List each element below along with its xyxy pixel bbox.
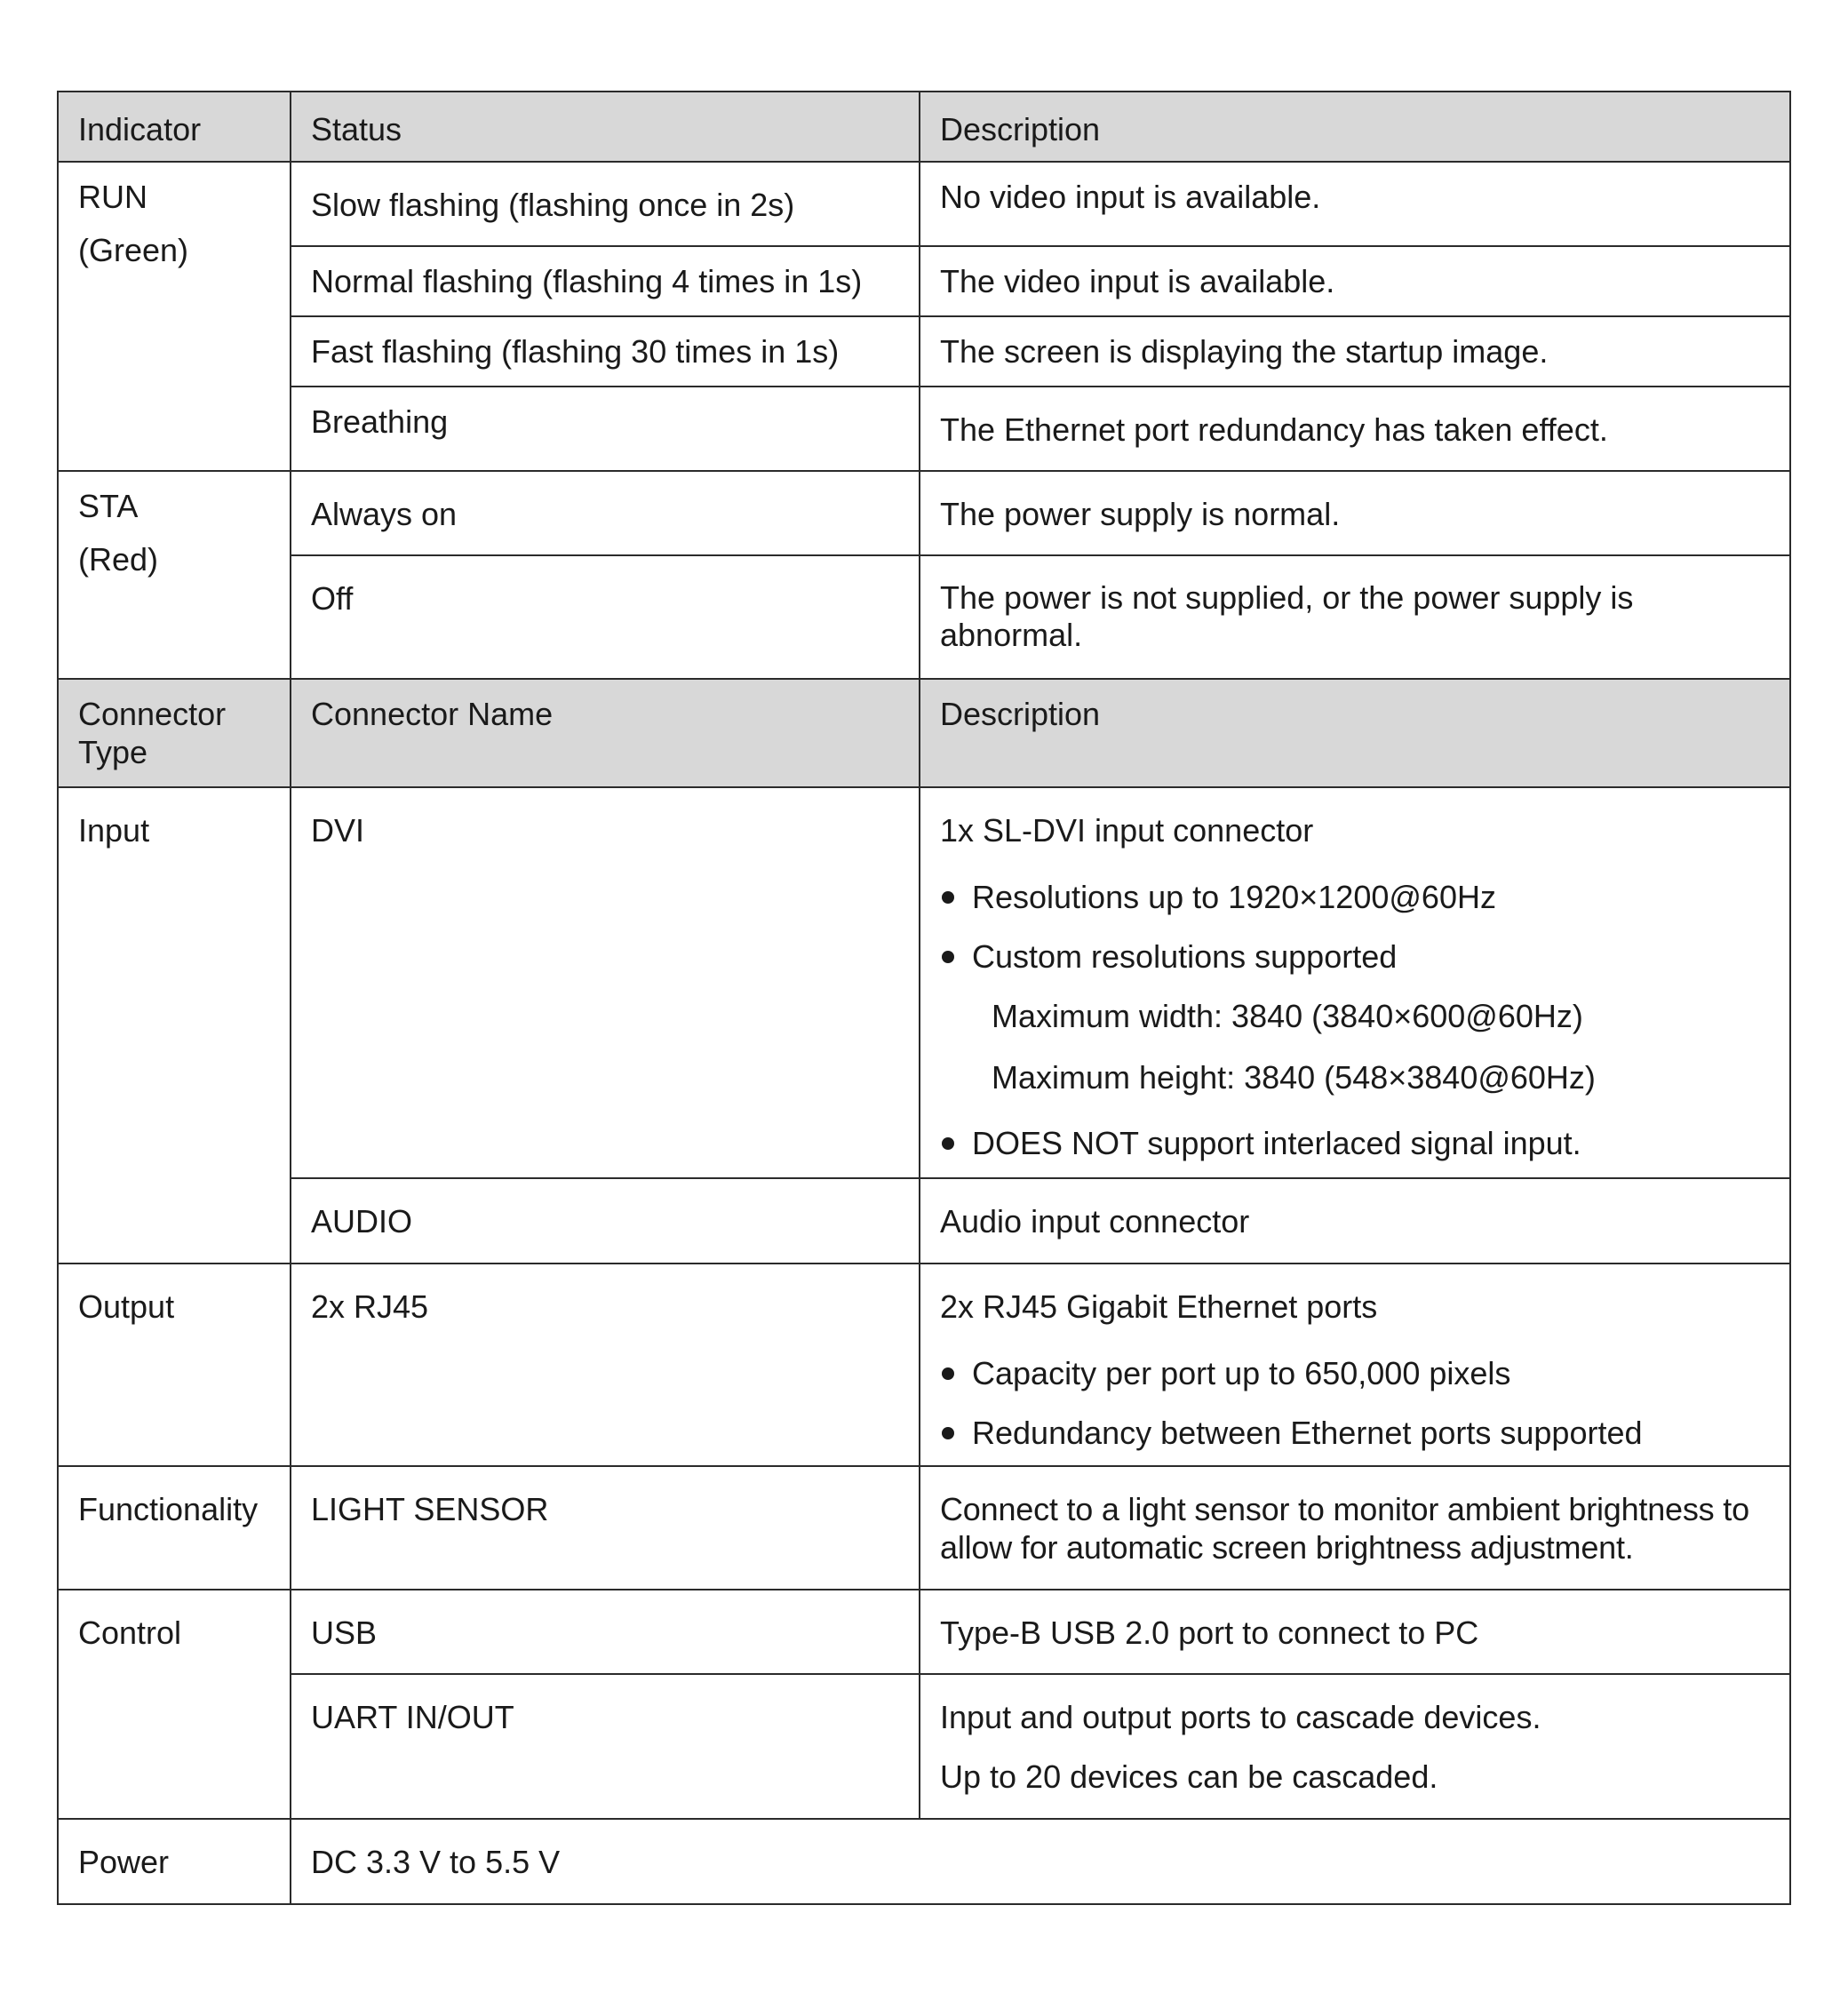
header-connector-description: Description bbox=[920, 679, 1790, 787]
description-cell: The video input is available. bbox=[920, 246, 1790, 316]
description-cell: The Ethernet port redundancy has taken effect. bbox=[920, 387, 1790, 471]
functionality-description: Connect to a light sensor to monitor ambient brightness to allow for automatic screen brightness adjustment. bbox=[940, 1491, 1749, 1566]
indicator-run-cell bbox=[58, 162, 291, 471]
connector-header-row bbox=[58, 679, 1790, 787]
connector-type-power: Power bbox=[58, 1819, 291, 1904]
connector-name-audio: AUDIO bbox=[291, 1178, 920, 1264]
dvi-intro: 1x SL-DVI input connector bbox=[940, 812, 1314, 849]
status-cell: Always on bbox=[291, 471, 920, 555]
output-description-cell bbox=[920, 1264, 1790, 1466]
indicator-sta-cell bbox=[58, 471, 291, 679]
header-connector-name: Connector Name bbox=[291, 679, 920, 787]
uart-description-line2: Up to 20 devices can be cascaded. bbox=[940, 1758, 1438, 1795]
table-row bbox=[58, 1819, 1790, 1904]
status-cell: Slow flashing (flashing once in 2s) bbox=[291, 162, 920, 246]
table-row bbox=[58, 555, 1790, 679]
uart-description-line1: Input and output ports to cascade devices. bbox=[940, 1699, 1541, 1735]
indicator-header-row bbox=[58, 92, 1790, 162]
list-item: DOES NOT support interlaced signal input. bbox=[940, 1124, 1770, 1162]
description-cell: No video input is available. bbox=[920, 162, 1790, 246]
dvi-description-cell bbox=[920, 787, 1790, 1178]
header-connector-type bbox=[58, 679, 291, 787]
header-indicator: Indicator bbox=[58, 92, 291, 162]
usb-description: Type-B USB 2.0 port to connect to PC bbox=[920, 1590, 1790, 1674]
table-row bbox=[58, 387, 1790, 471]
connector-type-input: Input bbox=[58, 787, 291, 1264]
header-status: Status bbox=[291, 92, 920, 162]
table-row bbox=[58, 162, 1790, 246]
list-item: Resolutions up to 1920×1200@60Hz bbox=[940, 878, 1770, 916]
audio-description: Audio input connector bbox=[920, 1178, 1790, 1264]
list-sub-item: Maximum width: 3840 (3840×600@60Hz) bbox=[992, 998, 1583, 1034]
specification-table bbox=[57, 91, 1791, 1905]
indicator-color: (Green) bbox=[78, 232, 189, 268]
functionality-description-cell bbox=[920, 1466, 1790, 1590]
header-connector-type-line2: Type bbox=[78, 734, 148, 770]
table-row bbox=[58, 316, 1790, 387]
connector-name-uart: UART IN/OUT bbox=[291, 1674, 920, 1819]
uart-description-cell bbox=[920, 1674, 1790, 1819]
description-cell bbox=[920, 555, 1790, 679]
table-row bbox=[58, 787, 1790, 1178]
output-intro: 2x RJ45 Gigabit Ethernet ports bbox=[940, 1288, 1378, 1325]
indicator-name: STA bbox=[78, 488, 139, 524]
list-item: Capacity per port up to 650,000 pixels bbox=[940, 1354, 1770, 1392]
description-cell: The screen is displaying the startup image. bbox=[920, 316, 1790, 387]
status-cell: Breathing bbox=[291, 387, 920, 471]
table-row bbox=[58, 246, 1790, 316]
description-text: The power is not supplied, or the power supply is abnormal. bbox=[940, 579, 1634, 653]
list-item: Custom resolutions supported bbox=[940, 937, 1770, 976]
connector-name-rj45: 2x RJ45 bbox=[291, 1264, 920, 1466]
connector-type-control: Control bbox=[58, 1590, 291, 1819]
status-cell: Off bbox=[291, 555, 920, 679]
table-row bbox=[58, 1264, 1790, 1466]
connector-name-usb: USB bbox=[291, 1590, 920, 1674]
status-cell: Normal flashing (flashing 4 times in 1s) bbox=[291, 246, 920, 316]
status-cell: Fast flashing (flashing 30 times in 1s) bbox=[291, 316, 920, 387]
indicator-name: RUN bbox=[78, 179, 147, 215]
power-value: DC 3.3 V to 5.5 V bbox=[291, 1819, 1790, 1904]
connector-name-light-sensor: LIGHT SENSOR bbox=[291, 1466, 920, 1590]
table-row bbox=[58, 471, 1790, 555]
description-cell: The power supply is normal. bbox=[920, 471, 1790, 555]
list-item: Redundancy between Ethernet ports supported bbox=[940, 1414, 1770, 1452]
connector-type-functionality: Functionality bbox=[58, 1466, 291, 1590]
list-sub-item: Maximum height: 3840 (548×3840@60Hz) bbox=[992, 1059, 1596, 1096]
header-description: Description bbox=[920, 92, 1790, 162]
table-row bbox=[58, 1674, 1790, 1819]
indicator-color: (Red) bbox=[78, 541, 159, 578]
connector-name-dvi: DVI bbox=[291, 787, 920, 1178]
table-row bbox=[58, 1590, 1790, 1674]
connector-type-output: Output bbox=[58, 1264, 291, 1466]
header-connector-type-line1: Connector bbox=[78, 696, 227, 732]
table-row bbox=[58, 1466, 1790, 1590]
table-row bbox=[58, 1178, 1790, 1264]
